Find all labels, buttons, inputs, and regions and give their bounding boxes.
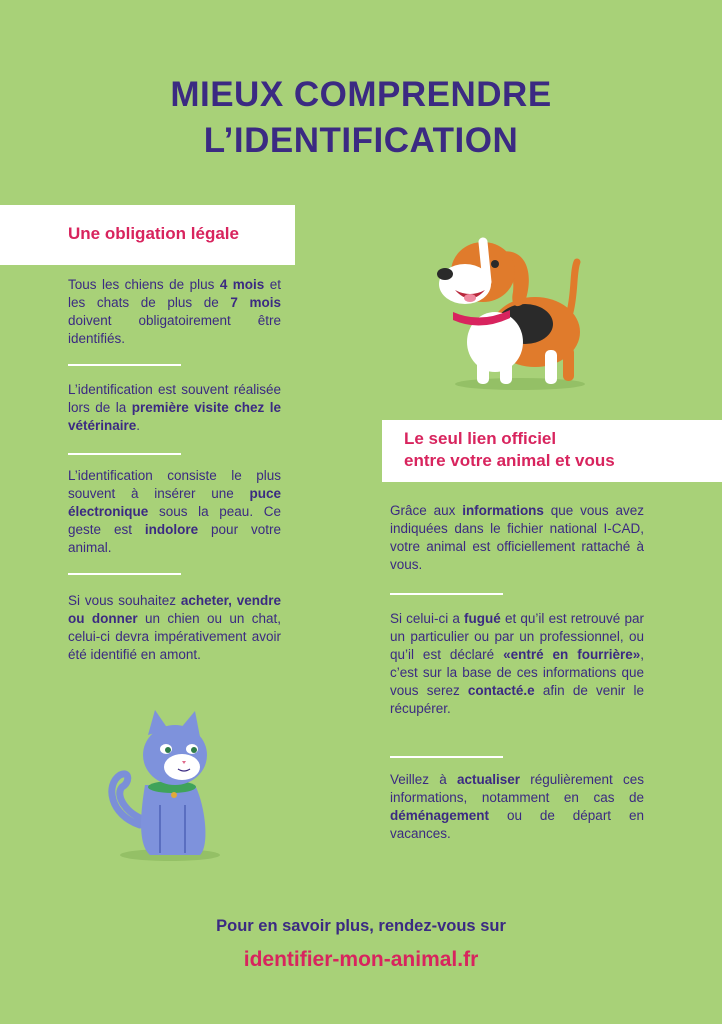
right-paragraph-3 <box>390 771 644 843</box>
text: et les chats de plus de <box>68 277 281 310</box>
dog-leg <box>500 354 512 384</box>
text: pour votre animal. <box>68 522 281 555</box>
cat-pupil-right <box>191 747 197 753</box>
legal-obligation-banner <box>0 205 295 265</box>
left-paragraph-2 <box>68 381 281 435</box>
separator <box>68 453 181 455</box>
dog-nose <box>437 268 453 280</box>
text: Tous les chiens de plus <box>68 277 220 292</box>
text: Veillez à <box>390 772 457 787</box>
separator <box>68 573 181 575</box>
text: Si celui-ci a <box>390 611 465 626</box>
emphasis: «entré en fourrière» <box>503 647 641 662</box>
text: L’identification consiste le plus souvent à insérer une <box>68 468 281 501</box>
right-paragraph-1 <box>390 502 644 574</box>
dog-leg <box>545 350 557 384</box>
text: doivent obligatoirement être identifiés. <box>68 313 281 346</box>
footer-text: Pour en savoir plus, rendez-vous sur <box>216 917 506 935</box>
title-line-1: MIEUX COMPRENDRE <box>170 75 552 114</box>
emphasis: première visite chez le vétérinaire <box>68 400 282 433</box>
title-line-2: L’IDENTIFICATION <box>203 121 519 160</box>
dog-leg <box>477 352 489 384</box>
emphasis: 7 mois <box>230 295 281 310</box>
text: Si vous souhaitez <box>68 593 181 608</box>
page-title <box>0 72 722 164</box>
separator <box>68 364 181 366</box>
right-paragraph-2 <box>390 610 644 718</box>
emphasis: indolore <box>144 522 199 537</box>
cat-tag <box>171 792 177 798</box>
text: L’identification est souvent réalisée lors de la <box>68 382 281 415</box>
dog-blaze <box>483 242 487 282</box>
cat-pupil-left <box>165 747 171 753</box>
emphasis: contacté.e <box>467 683 535 698</box>
emphasis: puce électronique <box>68 486 281 519</box>
text: . <box>136 418 141 433</box>
text: un chien ou un chat, celui-ci devra impérativement avoir été identifié en amont. <box>68 611 281 662</box>
separator <box>390 593 503 595</box>
text: que vous avez indiquées dans le fichier national I-CAD, votre animal est officiellement rattaché à vous. <box>390 503 644 572</box>
cat-illustration <box>100 705 230 865</box>
text: afin de venir le récupérer. <box>390 683 644 716</box>
dog-tongue <box>464 294 476 302</box>
left-paragraph-4 <box>68 592 281 664</box>
dog-leg <box>563 347 574 381</box>
text: sous la peau. Ce geste est <box>68 504 281 537</box>
official-link-heading-line-1: Le seul lien officiel <box>404 429 557 448</box>
left-paragraph-3 <box>68 467 281 557</box>
emphasis: déménagement <box>390 808 490 823</box>
left-paragraph-1 <box>68 276 281 348</box>
text: Grâce aux <box>390 503 463 518</box>
website-link[interactable]: identifier-mon-animal.fr <box>243 948 479 971</box>
emphasis: actualiser <box>456 772 521 787</box>
cat-tail <box>112 774 145 825</box>
official-link-heading-line-2: entre votre animal et vous <box>404 451 615 470</box>
dog-eye <box>491 260 499 268</box>
emphasis: fugué <box>464 611 501 626</box>
separator <box>390 756 503 758</box>
text: et qu’il est retrouvé par un particulier ou par un professionnel, ou qu’il est déclaré <box>390 611 644 662</box>
text: , c’est sur la base de ces informations que vous serez <box>390 647 644 698</box>
legal-obligation-heading: Une obligation légale <box>68 224 239 243</box>
text: ou de départ en vacances. <box>390 808 644 841</box>
emphasis: informations <box>462 503 544 518</box>
emphasis: 4 mois <box>219 277 265 292</box>
emphasis: acheter, vendre ou donner <box>68 593 281 626</box>
text: régulièrement ces informations, notamment en cas de <box>390 772 644 805</box>
dog-tail <box>570 262 577 312</box>
cat-muzzle <box>164 754 200 780</box>
dog-illustration <box>425 232 600 392</box>
official-link-banner <box>382 420 722 482</box>
